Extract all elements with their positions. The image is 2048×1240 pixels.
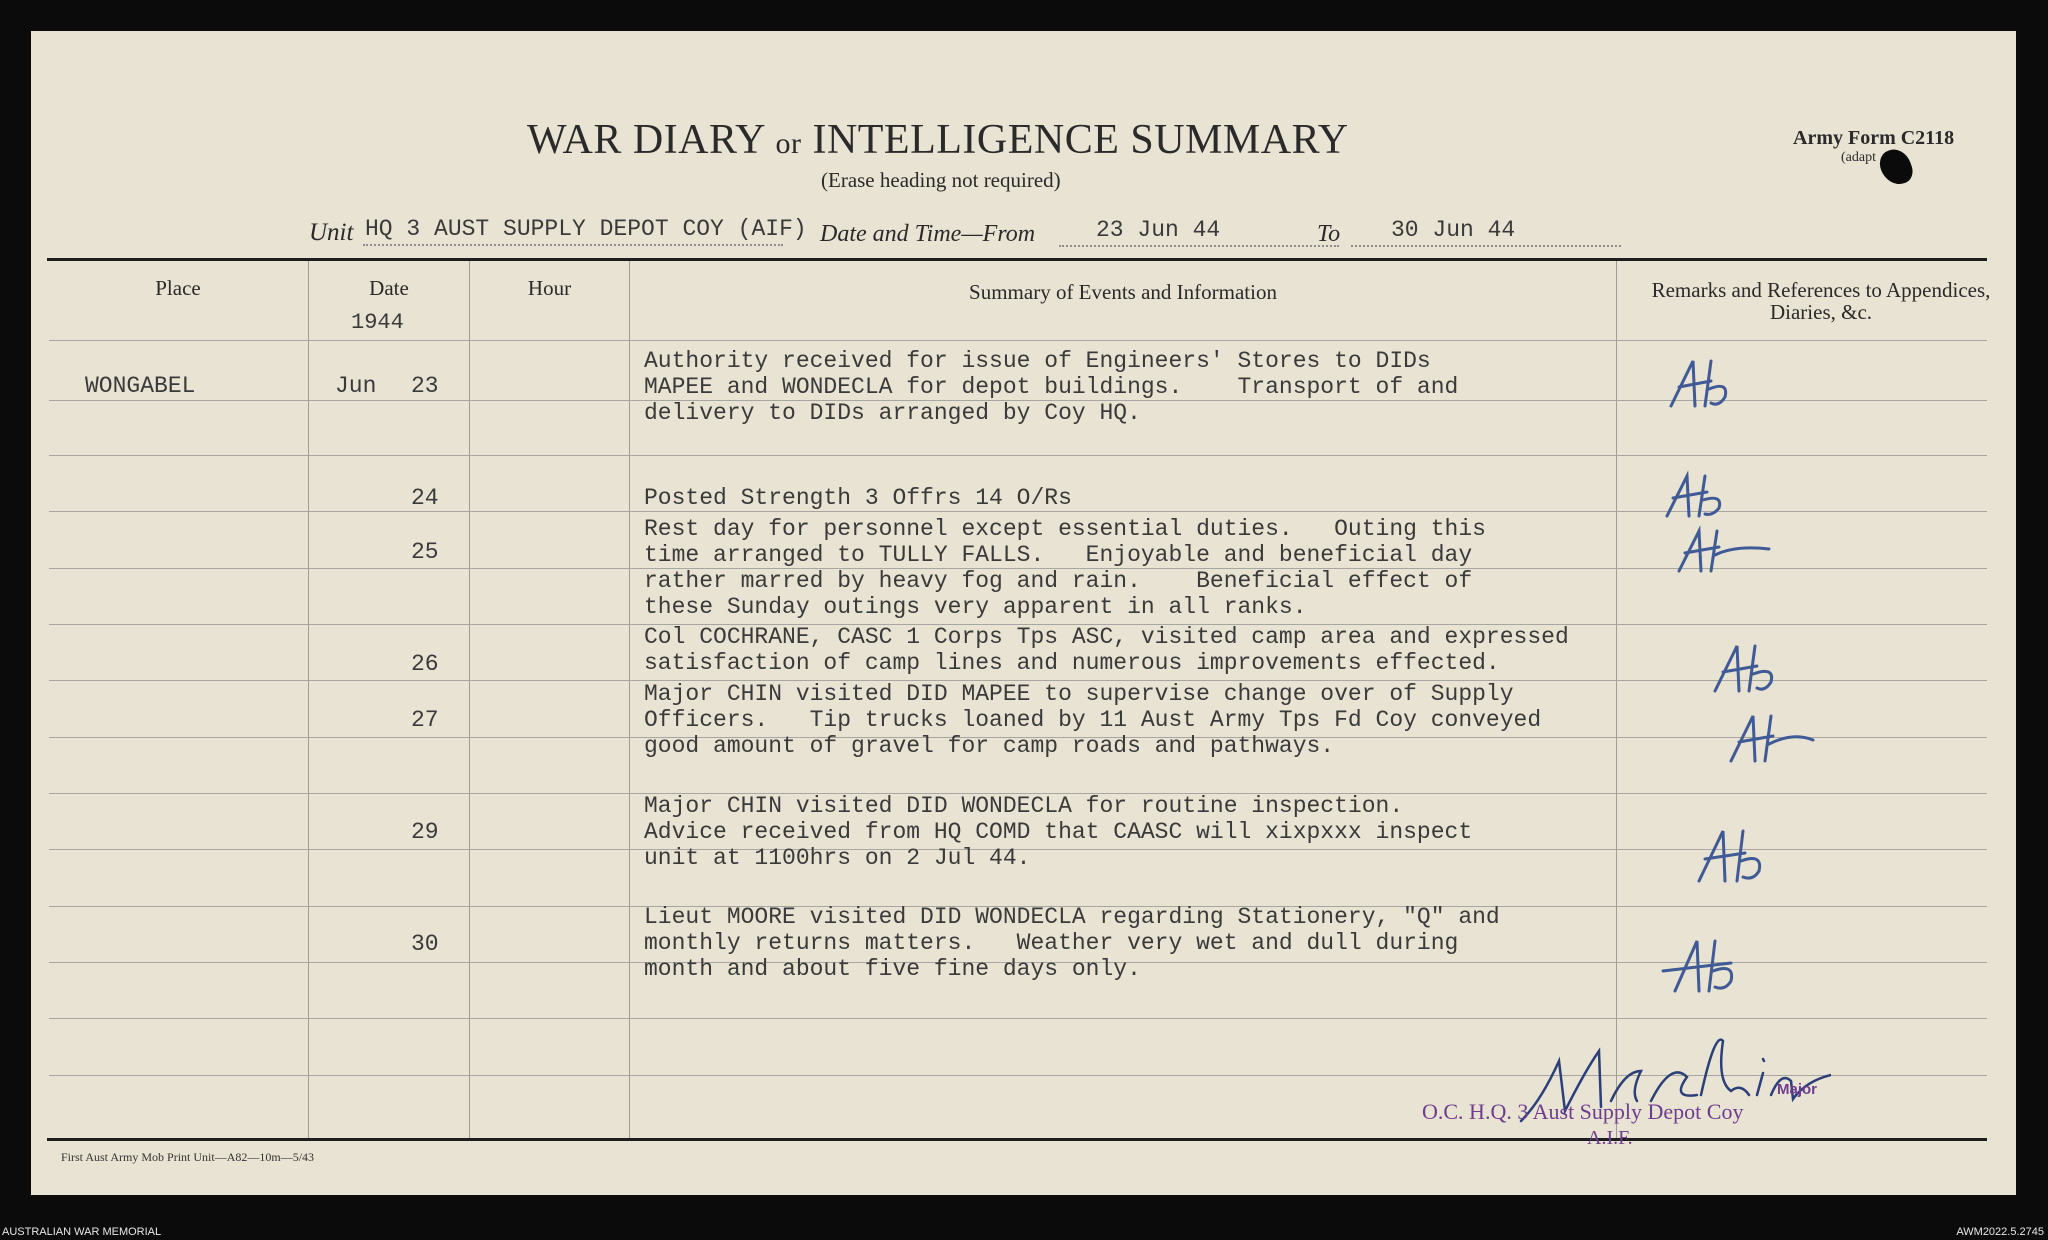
initials-mark xyxy=(1679,531,1769,571)
caption-awm: AUSTRALIAN WAR MEMORIAL xyxy=(2,1226,162,1238)
summary-line: Lieut MOORE visited DID WONDECLA regarding Stationery, "Q" and xyxy=(644,904,1500,930)
table-top-rule xyxy=(47,258,1987,261)
summary-line: satisfaction of camp lines and numerous improvements effected. xyxy=(644,650,1500,676)
unit-value: HQ 3 AUST SUPPLY DEPOT COY (AIF) xyxy=(365,216,807,242)
caption-accession: AWM2022.5.2745 xyxy=(1956,1226,2044,1238)
title-intelligence-summary: INTELLIGENCE SUMMARY xyxy=(812,117,1349,163)
entry-day: 24 xyxy=(411,485,439,511)
title xyxy=(527,116,1349,164)
initials-mark xyxy=(1667,476,1720,516)
column-header-place: Place xyxy=(155,276,201,300)
entry-summary xyxy=(644,348,1458,426)
entry-summary xyxy=(644,793,1472,871)
stamp-officer: O.C. H.Q. 3 Aust Supply Depot Coy xyxy=(1422,1099,1744,1124)
entry-day: 25 xyxy=(411,539,439,565)
entry-summary xyxy=(644,904,1500,982)
summary-line: delivery to DIDs arranged by Coy HQ. xyxy=(644,400,1141,426)
summary-line: Posted Strength 3 Offrs 14 O/Rs xyxy=(644,485,1072,511)
army-form-number: Army Form C2118 xyxy=(1793,127,1955,149)
divider-date-hour xyxy=(469,261,470,1138)
summary-line: Col COCHRANE, CASC 1 Corps Tps ASC, visited camp area and expressed xyxy=(644,624,1569,650)
entry-day: 23 xyxy=(411,373,439,399)
entry-month: Jun xyxy=(335,373,377,399)
war-diary-page xyxy=(31,31,2016,1195)
stamp-aif: A.I.F. xyxy=(1587,1127,1633,1149)
summary-line: Rest day for personnel except essential duties. Outing this xyxy=(644,516,1486,542)
divider-place-date xyxy=(308,261,309,1138)
initials-mark xyxy=(1715,646,1772,691)
from-date: 23 Jun 44 xyxy=(1096,217,1221,243)
printer-footer: First Aust Army Mob Print Unit—A82—10m—5/43 xyxy=(61,1150,315,1164)
summary-line: Advice received from HQ COMD that CAASC will xixpxxx inspect xyxy=(644,819,1473,845)
column-header-summary: Summary of Events and Information xyxy=(969,280,1277,304)
summary-line: rather marred by heavy fog and rain. Beneficial effect of xyxy=(644,568,1473,594)
summary-line: Major CHIN visited DID MAPEE to supervise change over of Supply xyxy=(644,681,1514,707)
remarks-initials xyxy=(1631,331,1991,1031)
entry-summary xyxy=(644,624,1569,676)
title-war-diary: WAR DIARY xyxy=(527,117,765,163)
summary-line: month and about five fine days only. xyxy=(644,956,1141,982)
entry-summary xyxy=(644,681,1541,759)
summary-line: Major CHIN visited DID WONDECLA for routine inspection. xyxy=(644,793,1404,819)
initials-mark xyxy=(1663,941,1732,991)
summary-line: Officers. Tip trucks loaned by 11 Aust Army Tps Fd Coy conveyed xyxy=(644,707,1542,733)
column-header-date: Date xyxy=(369,276,409,300)
divider-hour-summary xyxy=(629,261,630,1138)
to-date: 30 Jun 44 xyxy=(1391,217,1516,243)
to-label: To xyxy=(1317,221,1341,247)
entry-day: 27 xyxy=(411,707,439,733)
table-bottom-rule xyxy=(47,1138,1987,1141)
date-time-label: Date and Time—From xyxy=(820,221,1036,247)
column-header-hour: Hour xyxy=(527,276,572,300)
entry-summary xyxy=(644,516,1486,620)
subtitle: (Erase heading not required) xyxy=(821,168,1061,192)
unit-dotted-line xyxy=(363,244,783,246)
column-header-remarks: Remarks and References to Appendices, Diaries, &c. xyxy=(1651,278,1991,324)
summary-line: time arranged to TULLY FALLS. Enjoyable and beneficial day xyxy=(644,542,1473,568)
column-header-year: 1944 xyxy=(351,310,404,335)
initials-mark xyxy=(1699,831,1760,881)
entry-day: 26 xyxy=(411,651,439,677)
summary-line: Authority received for issue of Engineers' Stores to DIDs xyxy=(644,348,1431,374)
summary-line: good amount of gravel for camp roads and pathways. xyxy=(644,733,1335,759)
summary-line: unit at 1100hrs on 2 Jul 44. xyxy=(644,845,1031,871)
paper-hole xyxy=(1876,145,1917,189)
title-or: or xyxy=(775,127,802,160)
initials-mark xyxy=(1731,716,1813,761)
entry-place: WONGABEL xyxy=(85,373,196,399)
entry-day: 29 xyxy=(411,819,439,845)
summary-line: these Sunday outings very apparent in all ranks. xyxy=(644,594,1307,620)
summary-line: MAPEE and WONDECLA for depot buildings. Transport of and xyxy=(644,374,1459,400)
from-dotted-line xyxy=(1059,245,1339,247)
initials-mark xyxy=(1671,361,1726,406)
to-dotted-line xyxy=(1351,245,1621,247)
divider-summary-remarks xyxy=(1616,261,1617,1138)
entry-summary xyxy=(644,485,1072,511)
signature-rank: Major xyxy=(1777,1081,1818,1098)
unit-label: Unit xyxy=(309,219,354,246)
entry-day: 30 xyxy=(411,931,439,957)
summary-line: monthly returns matters. Weather very wet and dull during xyxy=(644,930,1459,956)
army-form-sub: (adapt xyxy=(1841,150,1876,165)
